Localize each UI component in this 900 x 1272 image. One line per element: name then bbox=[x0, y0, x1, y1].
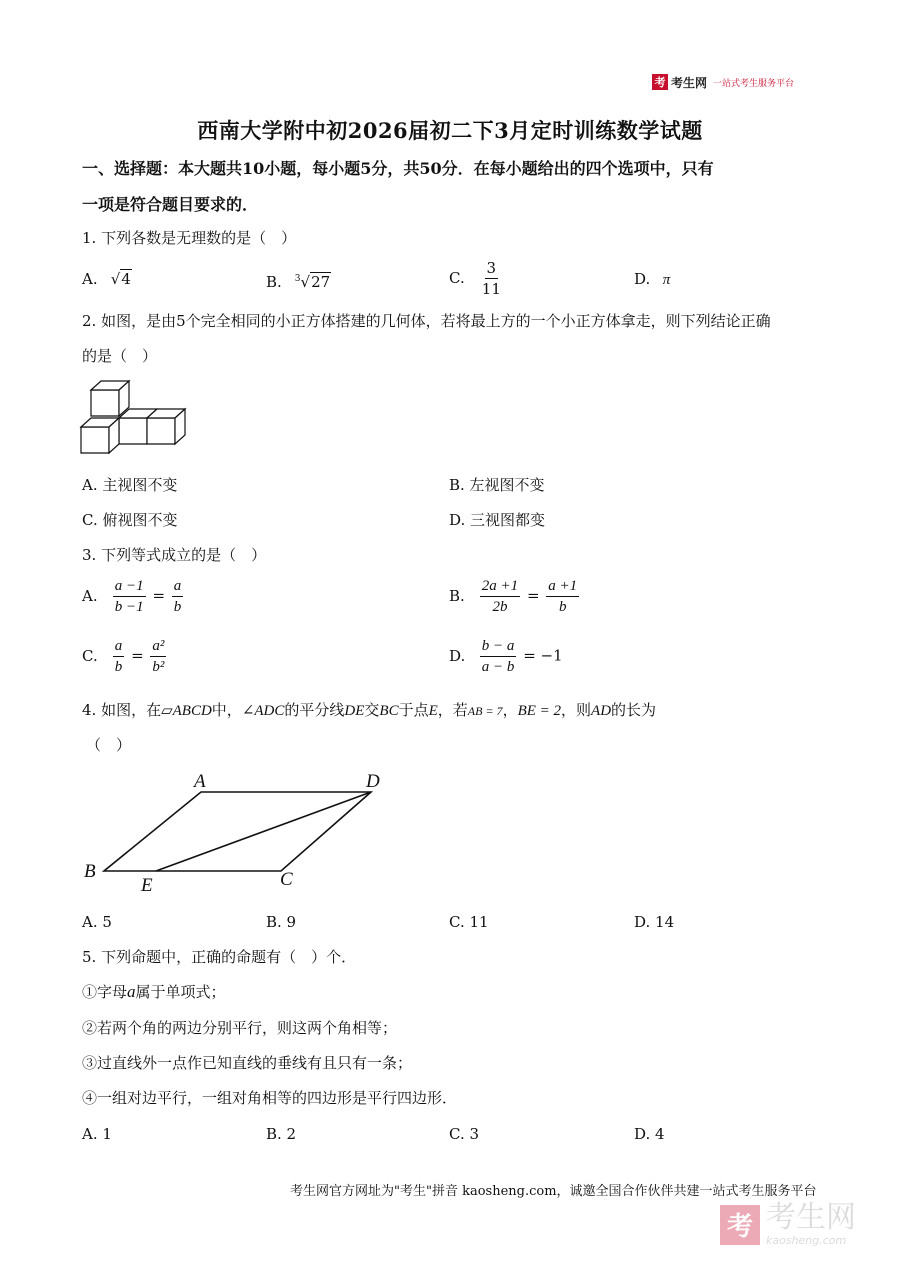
q3-c-rhs-num: a² bbox=[150, 636, 166, 657]
q3-stem: 3. 下列等式成立的是（ ） bbox=[82, 546, 267, 564]
q3-b-lhs bbox=[480, 576, 520, 617]
q5-s1-pre: ①字母 bbox=[82, 983, 128, 1001]
point-e: E bbox=[141, 875, 153, 896]
q5-statement-2: ②若两个角的两边分别平行，则这两个角相等； bbox=[82, 1019, 398, 1037]
q3-b-lhs-num: 2a +1 bbox=[480, 576, 520, 597]
q4-option-c: C. 11 bbox=[449, 913, 489, 931]
cube-right-front bbox=[147, 418, 175, 444]
q4-stem-mid3: 交 bbox=[364, 701, 380, 719]
q3-a-rhs bbox=[172, 576, 184, 617]
q5-statement-1 bbox=[82, 982, 226, 1002]
q3-a-lhs bbox=[113, 576, 146, 617]
q1-a-sqrt: √4 bbox=[110, 270, 131, 288]
q4-stem-pre: 4. 如图，在▱ bbox=[82, 701, 173, 719]
q4-option-a: A. 5 bbox=[82, 913, 112, 931]
q1-a-radicand: 4 bbox=[121, 270, 131, 288]
logo-mark-icon: 考 bbox=[652, 74, 668, 90]
q4-option-b: B. 9 bbox=[266, 913, 297, 931]
q1-d-label: D. bbox=[634, 270, 651, 288]
q1-b-cuberoot: $^3$√27 bbox=[294, 273, 331, 291]
q3-c-lhs-num: a bbox=[113, 636, 125, 657]
page-title: 西南大学附中初2026届初二下3月定时训练数学试题 bbox=[197, 118, 703, 143]
q1-c-denominator: 11 bbox=[481, 280, 501, 298]
vertex-c: C bbox=[280, 869, 293, 890]
q4-stem-end: 的长为 bbox=[611, 701, 657, 719]
q3-c-rhs-den: b² bbox=[152, 659, 165, 675]
q1-b-label: B. bbox=[266, 273, 282, 291]
q3-d-lhs-den: a − b bbox=[481, 659, 515, 675]
q3-d-lhs-num: b − a bbox=[480, 636, 517, 657]
q1-c-numerator: 3 bbox=[486, 259, 497, 277]
q1-b-index: 3 bbox=[294, 274, 301, 284]
q4-stem-line2: （ ） bbox=[86, 736, 132, 754]
q3-a-rhs-den: b bbox=[173, 599, 182, 615]
q3-option-c bbox=[82, 636, 168, 677]
q3-b-rhs bbox=[546, 576, 579, 617]
q3-option-b bbox=[449, 576, 581, 617]
footer-text: 考生网官方网址为"考生"拼音 kaosheng.com，诚邀全国合作伙伴共建一站式考生服务平台 bbox=[290, 1184, 817, 1199]
q4-option-d: D. 14 bbox=[634, 913, 675, 931]
q4-be2: BE = 2 bbox=[517, 703, 562, 719]
vertex-d: D bbox=[366, 771, 380, 792]
q3-d-lhs bbox=[480, 636, 517, 677]
q5-option-b: B. 2 bbox=[266, 1125, 297, 1143]
q3-c-lhs bbox=[113, 636, 125, 677]
q3-c-rhs bbox=[150, 636, 166, 677]
q2-stem-line1: 2. 如图，是由5个完全相同的小正方体搭建的几何体，若将最上方的一个小正方体拿走，则下列结论正确 bbox=[82, 312, 771, 330]
q4-parallelogram-figure bbox=[78, 765, 398, 900]
q1-d-value: π bbox=[662, 272, 671, 288]
q5-s1-var: a bbox=[127, 982, 136, 1001]
q1-c-fraction bbox=[480, 258, 503, 299]
q3-b-rhs-den: b bbox=[558, 599, 567, 615]
q4-de: DE bbox=[344, 703, 365, 719]
q3-b-label: B. bbox=[449, 586, 465, 605]
logo-text: 考生网 bbox=[671, 75, 708, 90]
q2-option-c: C. 俯视图不变 bbox=[82, 511, 178, 529]
q2-option-d: D. 三视图都变 bbox=[449, 511, 546, 529]
q3-a-lhs-num: a −1 bbox=[113, 576, 146, 597]
q5-s1-post: 属于单项式； bbox=[135, 983, 226, 1001]
q1-a-label: A. bbox=[82, 270, 98, 288]
cube-mid-front bbox=[119, 418, 147, 444]
vertex-a: A bbox=[194, 771, 206, 792]
q3-option-a bbox=[82, 576, 185, 617]
q1-stem: 1. 下列各数是无理数的是（ ） bbox=[82, 229, 297, 247]
q1-option-a bbox=[82, 269, 132, 289]
watermark-logo bbox=[720, 1202, 856, 1247]
q5-statement-3: ③过直线外一点作已知直线的垂线有且只有一条； bbox=[82, 1054, 413, 1072]
q2-option-a: A. 主视图不变 bbox=[82, 476, 178, 494]
q3-a-eq: = bbox=[152, 586, 166, 605]
section-heading-line2: 一项是符合题目要求的． bbox=[82, 195, 259, 214]
q5-option-c: C. 3 bbox=[449, 1125, 480, 1143]
parallelogram-abcd bbox=[104, 792, 371, 871]
q3-c-eq: = bbox=[131, 646, 144, 665]
q4-angle: ∠ADC bbox=[241, 703, 285, 719]
brand-logo[interactable] bbox=[652, 72, 794, 92]
q1-option-c bbox=[449, 258, 505, 299]
q4-stem-mid4: 于点 bbox=[398, 701, 429, 719]
q4-stem-mid7: ，则 bbox=[561, 701, 592, 719]
q4-stem bbox=[82, 700, 656, 721]
q1-option-b bbox=[266, 269, 331, 292]
q3-a-rhs-num: a bbox=[172, 576, 184, 597]
q3-d-rhs: = −1 bbox=[523, 646, 563, 665]
q1-c-label: C. bbox=[449, 268, 465, 287]
q2-option-b: B. 左视图不变 bbox=[449, 476, 545, 494]
q3-b-lhs-den: 2b bbox=[492, 599, 508, 615]
q3-c-lhs-den: b bbox=[114, 659, 123, 675]
q2-cubes-figure bbox=[78, 378, 190, 460]
q4-bc: BC bbox=[379, 703, 399, 719]
q4-ab7: AB = 7 bbox=[467, 704, 503, 718]
q3-a-label: A. bbox=[82, 586, 98, 605]
q5-statement-4: ④一组对边平行，一组对角相等的四边形是平行四边形． bbox=[82, 1089, 458, 1107]
q5-option-d: D. 4 bbox=[634, 1125, 665, 1143]
q5-option-a: A. 1 bbox=[82, 1125, 112, 1143]
q3-d-label: D. bbox=[449, 646, 466, 665]
q5-stem: 5. 下列命题中，正确的命题有（ ）个． bbox=[82, 948, 357, 966]
q3-c-label: C. bbox=[82, 646, 98, 665]
vertex-b: B bbox=[84, 861, 96, 882]
segment-de bbox=[156, 792, 371, 871]
q1-b-radicand: 27 bbox=[311, 273, 331, 291]
watermark-url: kaosheng.com bbox=[766, 1234, 847, 1247]
q3-b-rhs-num: a +1 bbox=[546, 576, 579, 597]
q3-option-d bbox=[449, 636, 563, 677]
q4-e: E bbox=[428, 703, 438, 719]
section-heading-line1: 一、选择题：本大题共10小题，每小题5分，共50分．在每小题给出的四个选项中，只有 bbox=[82, 159, 714, 178]
q1-option-d bbox=[634, 269, 670, 290]
logo-slogan: 一站式考生服务平台 bbox=[713, 78, 795, 89]
cube-left-front bbox=[81, 427, 109, 453]
q3-b-eq: = bbox=[526, 586, 540, 605]
q4-stem-mid2: 的平分线 bbox=[284, 701, 345, 719]
q4-stem-mid5: ，若 bbox=[437, 701, 468, 719]
q4-abcd: ABCD bbox=[172, 703, 212, 719]
q2-stem-line2: 的是（ ） bbox=[82, 347, 158, 365]
watermark-title: 考生网 bbox=[766, 1200, 856, 1235]
cube-top-front bbox=[91, 390, 119, 416]
q3-a-lhs-den: b −1 bbox=[114, 599, 144, 615]
q4-stem-mid6: ， bbox=[502, 701, 518, 719]
q4-ad: AD bbox=[591, 703, 612, 719]
q4-stem-mid1: 中， bbox=[211, 701, 242, 719]
watermark-mark-icon: 考 bbox=[720, 1205, 760, 1245]
